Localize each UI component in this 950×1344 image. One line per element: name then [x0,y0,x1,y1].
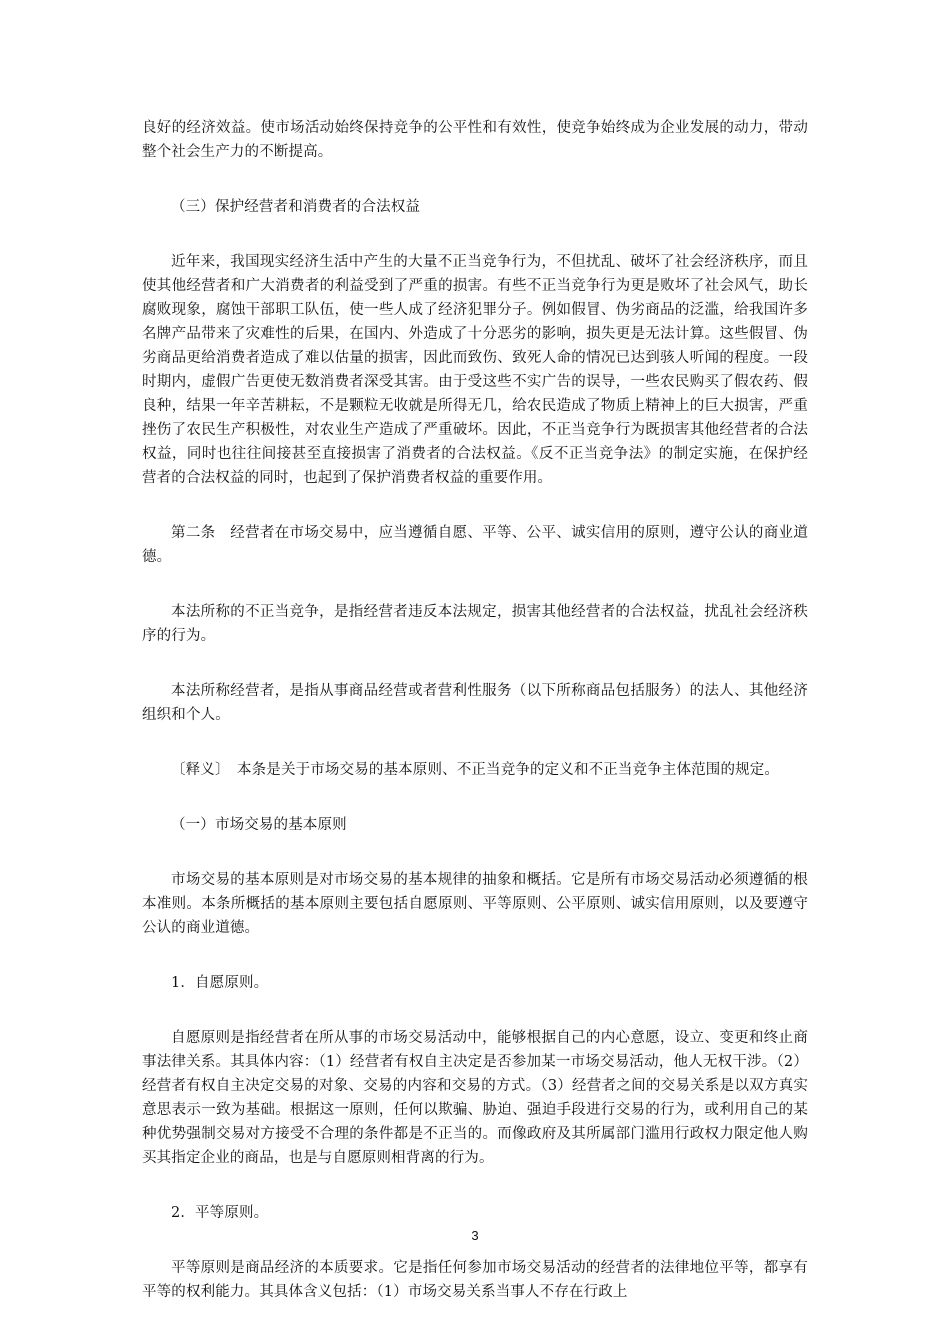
page-number: 3 [471,1228,479,1243]
paragraph-basic-principles: 市场交易的基本原则是对市场交易的基本规律的抽象和概括。它是所有市场交易活动必须遵循的根本准则。本条所概括的基本原则主要包括自愿原则、平等原则、公平原则、诚实信用原则，以及要遵守公认的商业道德。 [142,872,808,936]
paragraph-operator-definition: 本法所称经营者，是指从事商品经营或者营利性服务（以下所称商品包括服务）的法人、其他经济组织和个人。 [142,683,808,723]
paragraph-interpretation: 〔释义〕 本条是关于市场交易的基本原则、不正当竞争的定义和不正当竞争主体范围的规定。 [171,762,780,778]
paragraph-continuation: 良好的经济效益。使市场活动始终保持竞争的公平性和有效性，使竞争始终成为企业发展的动力，带动整个社会生产力的不断提高。 [142,120,808,160]
section-heading-protect-rights: （三）保护经营者和消费者的合法权益 [171,199,421,215]
document-body [142,116,808,1335]
paragraph-voluntary-principle: 自愿原则是指经营者在所从事的市场交易活动中，能够根据自己的内心意愿，设立、变更和终止商事法律关系。其具体内容：（1）经营者有权自主决定是否参加某一市场交易活动，他人无权干涉。（2）经营者有权自主决定交易的对象、交易的内容和交易的方式。（3）经营者之间的交易关系是以双方真实意思表示一致为基础。根据这一原则，任何以欺骗、胁迫、强迫手段进行交易的行为，或利用自己的某种优势强制交易对方接受不合理的条件都是不正当的。而像政府及其所属部门滥用行政权力限定他人购买其指定企业的商品，也是与自愿原则相背离的行为。 [142,1030,808,1166]
subheading-voluntary-principle: 1．自愿原则。 [171,975,269,991]
paragraph-equality-principle: 平等原则是商品经济的本质要求。它是指任何参加市场交易活动的经营者的法律地位平等，都享有平等的权利能力。其具体含义包括：（1）市场交易关系当事人不存在行政上 [142,1260,808,1300]
section-heading-basic-principles: （一）市场交易的基本原则 [171,817,347,833]
paragraph-recent-years: 近年来，我国现实经济生活中产生的大量不正当竞争行为，不但扰乱、破坏了社会经济秩序，而且使其他经营者和广大消费者的利益受到了严重的损害。有些不正当竞争行为更是败坏了社会风气，助长腐败现象，腐蚀干部职工队伍，使一些人成了经济犯罪分子。例如假冒、伪劣商品的泛滥，给我国许多名牌产品带来了灾难性的后果，在国内、外造成了十分恶劣的影响，损失更是无法计算。这些假冒、伪劣商品更给消费者造成了难以估量的损害，因此而致伤、致死人命的情况已达到骇人听闻的程度。一段时期内，虚假广告更使无数消费者深受其害。由于受这些不实广告的误导，一些农民购买了假农药、假良种，结果一年辛苦耕耘，不是颗粒无收就是所得无几，给农民造成了物质上精神上的巨大损害，严重挫伤了农民生产积极性，对农业生产造成了严重破坏。因此，不正当竞争行为既损害其他经营者的合法权益，同时也往往间接甚至直接损害了消费者的合法权益。《反不正当竞争法》的制定实施，在保护经营者的合法权益的同时，也起到了保护消费者权益的重要作用。 [142,254,808,486]
article-two-clause: 第二条 经营者在市场交易中，应当遵循自愿、平等、公平、诚实信用的原则，遵守公认的商业道德。 [142,525,808,565]
paragraph-unfair-competition-definition: 本法所称的不正当竞争，是指经营者违反本法规定，损害其他经营者的合法权益，扰乱社会经济秩序的行为。 [142,604,808,644]
subheading-equality-principle: 2．平等原则。 [171,1205,269,1221]
